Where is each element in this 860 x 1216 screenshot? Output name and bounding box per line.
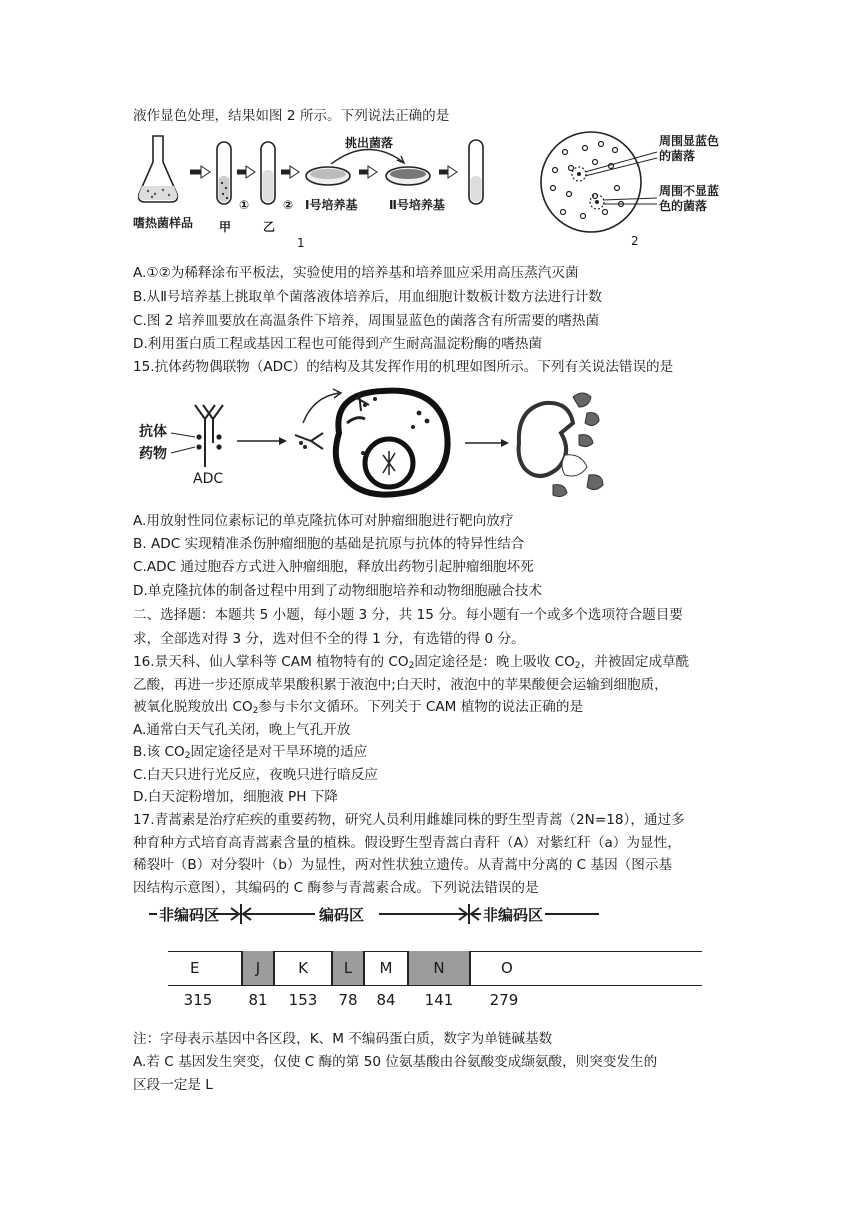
- q15-stem: 15.抗体药物偶联物（ADC）的结构及其发挥作用的机理如图所示。下列有关说法错误的是: [133, 359, 674, 375]
- q16-option-a: A.通常白天气孔关闭，晚上气孔开放: [133, 722, 351, 738]
- culture-process-diagram: [133, 128, 513, 256]
- q16-stem-3: 被氧化脱羧放出 $CO_2$参与卡尔文循环。下列关于 CAM 植物的说法正确的是: [133, 699, 584, 716]
- figure-2-plate: [535, 128, 735, 256]
- gene-segment-n: [408, 951, 470, 985]
- gene-segment-letter: K: [298, 959, 308, 977]
- label-adc: ADC: [193, 471, 224, 487]
- figure-adc-mechanism: [133, 383, 633, 501]
- q14-option-b: B.从Ⅱ号培养基上挑取单个菌落液体培养后，用血细胞计数板计数方法进行计数: [133, 289, 602, 305]
- gene-segment-length: 81: [248, 991, 268, 1009]
- q15-option-d: D.单克隆抗体的制备过程中用到了动物细胞培养和动物细胞融合技术: [133, 583, 543, 599]
- figure-1-culture-process: [133, 128, 513, 256]
- gene-segment-letter: E: [190, 959, 200, 977]
- label-noncoding-left: 非编码区: [159, 906, 220, 924]
- gene-segment-table: [168, 925, 702, 1007]
- gene-segment-length: 141: [424, 991, 454, 1009]
- section2-instruction-2: 求，全部选对得 3 分，选对但不全的得 1 分，有选错的得 0 分。: [133, 631, 525, 647]
- label-noblue-colony: 周围不显蓝色的菌落: [659, 184, 720, 213]
- gene-segment-length: 84: [376, 991, 396, 1009]
- q16-option-c: C.白天只进行光反应，夜晚只进行暗反应: [133, 767, 378, 783]
- label-plate-1: Ⅰ号培养基: [305, 198, 358, 212]
- q16-option-d: D.白天淀粉增加，细胞液 PH 下降: [133, 789, 338, 805]
- q17-note: 注：字母表示基因中各区段，K、M 不编码蛋白质，数字为单链碱基数: [133, 1031, 553, 1047]
- gene-segment-letter: J: [255, 959, 261, 977]
- q17-option-a-line1: A.若 C 基因发生突变，仅使 C 酶的第 50 位氨基酸由谷氨酸变成缬氨酸，则突变发生的: [133, 1054, 658, 1070]
- q14-option-d: D.利用蛋白质工程或基因工程也可能得到产生耐高温淀粉酶的嗜热菌: [133, 336, 543, 352]
- q17-option-a-line2: 区段一定是 L: [133, 1077, 213, 1093]
- gene-segment-o: [470, 951, 702, 985]
- label-blue-colony: 周围显蓝色的菌落: [659, 134, 720, 163]
- label-plate-2: Ⅱ号培养基: [389, 198, 445, 212]
- label-antibody: 抗体: [139, 424, 167, 440]
- gene-segment-k: [274, 951, 332, 985]
- q16-stem-1: 16.景天科、仙人掌科等 CAM 植物特有的 $CO_2$固定途径是：晚上吸收 $CO_2$，并被固定成草酰: [133, 654, 690, 671]
- gene-segment-length: 315: [183, 991, 213, 1009]
- gene-segment-j: [242, 951, 274, 985]
- gene-segment-letter: M: [379, 959, 393, 977]
- gene-segment-letter: L: [343, 959, 353, 977]
- table-bottom-rule: [168, 985, 702, 986]
- gene-segment-length: 78: [338, 991, 358, 1009]
- q15-option-b: B. ADC 实现精准杀伤肿瘤细胞的基础是抗原与抗体的特异性结合: [133, 536, 525, 552]
- q15-option-a: A.用放射性同位素标记的单克隆抗体可对肿瘤细胞进行靶向放疗: [133, 513, 514, 529]
- q17-stem-4: 因结构示意图），其编码的 C 酶参与青蒿素合成。下列说法错误的是: [133, 880, 539, 896]
- gene-segment-letter: N: [433, 959, 445, 977]
- q16-stem-2: 乙酸，再进一步还原成苹果酸积累于液泡中;白天时，液泡中的苹果酸便会运输到细胞质，: [133, 677, 668, 693]
- label-drug: 药物: [139, 446, 167, 462]
- label-tube-jia: 甲: [219, 220, 232, 234]
- q14-intro: 液作显色处理，结果如图 2 所示。下列说法正确的是: [133, 108, 450, 124]
- gene-segment-l: [332, 951, 364, 985]
- q17-stem-2: 种育种方式培育高青蒿素含量的植株。假设野生型青蒿白青秆（A）对紫红秆（a）为显性，: [133, 835, 681, 851]
- label-noncoding-right: 非编码区: [483, 906, 544, 924]
- q14-option-a: A.①②为稀释涂布平板法，实验使用的培养基和培养皿应采用高压蒸汽灭菌: [133, 265, 579, 281]
- label-sample: 嗜热菌样品: [133, 216, 194, 230]
- label-pick-colony: 挑出菌落: [345, 136, 394, 150]
- label-coding: 编码区: [319, 906, 365, 924]
- q16-option-b: B.该 $CO_2$固定途径是对干旱环境的适应: [133, 744, 368, 761]
- section2-instruction-1: 二、选择题：本题共 5 小题，每小题 3 分，共 15 分。每小题有一个或多个选项符合题目要: [133, 607, 683, 623]
- q17-stem-1: 17.青蒿素是治疗疟疾的重要药物，研究人员利用雌雄同株的野生型青蒿（2N=18），通过多: [133, 812, 685, 828]
- gene-segment-m: [364, 951, 408, 985]
- gene-segment-letter: O: [501, 959, 513, 977]
- gene-segment-length: 153: [288, 991, 318, 1009]
- gene-segment-e: [168, 951, 242, 985]
- label-step-1: ①: [239, 198, 250, 212]
- q15-option-c: C.ADC 通过胞吞方式进入肿瘤细胞，释放出药物引起肿瘤细胞坏死: [133, 559, 534, 575]
- q14-option-c: C.图 2 培养皿要放在高温条件下培养，周围显蓝色的菌落含有所需要的嗜热菌: [133, 313, 600, 329]
- figure-2-number: 2: [631, 234, 639, 248]
- label-tube-yi: 乙: [263, 220, 276, 234]
- figure-1-number: 1: [297, 236, 305, 250]
- label-step-2: ②: [283, 198, 294, 212]
- q17-stem-3: 稀裂叶（B）对分裂叶（b）为显性，两对性状独立遗传。从青蒿中分离的 C 基因（图示基: [133, 857, 673, 873]
- gene-segment-length: 279: [489, 991, 519, 1009]
